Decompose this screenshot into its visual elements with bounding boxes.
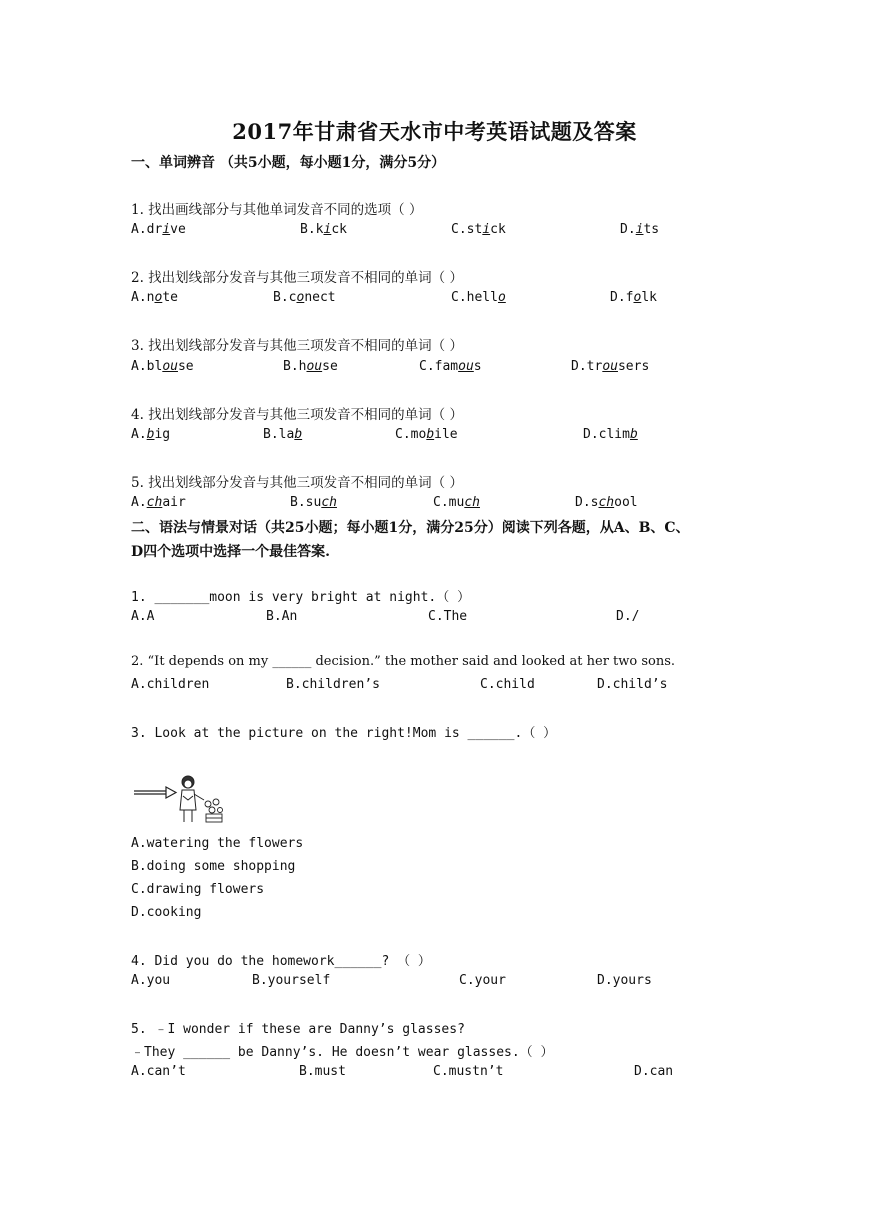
right-arrow-icon [134, 787, 176, 798]
option-c[interactable]: C.stick [451, 222, 506, 237]
question-stem: 2. “It depends on my ______ decision.” the mother said and looked at her two sons. [131, 654, 676, 669]
section-1-heading: 一、单词辨音 （共5小题，每小题1分，满分5分） [131, 155, 446, 171]
section-2-heading: 二、语法与情景对话（共25小题；每小题1分，满分25分）阅读下列各题，从A、B、C、 [131, 520, 690, 536]
option-a[interactable]: A.you [131, 973, 171, 988]
page-title: 2017年甘肃省天水市中考英语试题及答案 [232, 119, 637, 144]
option-d[interactable]: D.school [575, 495, 638, 510]
option-d[interactable]: D.trousers [571, 359, 650, 374]
option-a[interactable]: A.can’t [131, 1064, 186, 1079]
option-c[interactable]: C.famous [419, 359, 482, 374]
question-stem: 5. 找出划线部分发音与其他三项发音不相同的单词（ ） [131, 475, 463, 491]
question-stem: 1. _______moon is very bright at night.（ ） [131, 590, 471, 605]
option-c[interactable]: C.mustn’t [433, 1064, 504, 1079]
option-b[interactable]: B.must [299, 1064, 346, 1079]
option-b[interactable]: B.yourself [252, 973, 331, 988]
option-b[interactable]: B.An [266, 609, 298, 624]
option-d[interactable]: D.climb [583, 427, 638, 442]
section-2-heading-cont: D四个选项中选择一个最佳答案. [131, 544, 331, 560]
option-c[interactable]: C.hello [451, 290, 506, 305]
option-d[interactable]: D.child’s [597, 677, 668, 692]
option-c[interactable]: C.drawing flowers [131, 882, 265, 897]
option-b[interactable]: B.doing some shopping [131, 859, 296, 874]
option-b[interactable]: B.kick [300, 222, 347, 237]
question-stem: 1. 找出画线部分与其他单词发音不同的选项（ ） [131, 202, 423, 218]
option-b[interactable]: B.such [290, 495, 337, 510]
question-stem: 5. ﹣I wonder if these are Danny’s glasses? [131, 1022, 465, 1037]
option-c[interactable]: C.mobile [395, 427, 458, 442]
option-a[interactable]: A.watering the flowers [131, 836, 304, 851]
question-stem: 4. 找出划线部分发音与其他三项发音不相同的单词（ ） [131, 407, 463, 423]
flowers-icon [205, 799, 223, 822]
option-d[interactable]: D.can [634, 1064, 674, 1079]
option-d[interactable]: D./ [616, 609, 640, 624]
option-a[interactable]: A.chair [131, 495, 186, 510]
woman-figure-icon [180, 776, 204, 822]
option-d[interactable]: D.folk [610, 290, 657, 305]
option-a[interactable]: A.blouse [131, 359, 194, 374]
question-stem: 4. Did you do the homework______? （ ） [131, 954, 431, 969]
question-stem: 2. 找出划线部分发音与其他三项发音不相同的单词（ ） [131, 270, 463, 286]
option-d[interactable]: D.its [620, 222, 660, 237]
option-c[interactable]: C.much [433, 495, 480, 510]
question-stem-cont: ﹣They ______ be Danny’s. He doesn’t wear glasses.（ ） [131, 1045, 554, 1060]
option-c[interactable]: C.your [459, 973, 506, 988]
option-a[interactable]: A.big [131, 427, 171, 442]
option-a[interactable]: A.drive [131, 222, 186, 237]
option-a[interactable]: A.A [131, 609, 155, 624]
option-c[interactable]: C.child [480, 677, 535, 692]
mom-watering-flowers-picture [132, 772, 226, 824]
option-b[interactable]: B.house [283, 359, 338, 374]
option-d[interactable]: D.yours [597, 973, 652, 988]
option-b[interactable]: B.children’s [286, 677, 380, 692]
option-b[interactable]: B.conect [273, 290, 336, 305]
question-stem: 3. 找出划线部分发音与其他三项发音不相同的单词（ ） [131, 338, 463, 354]
option-a[interactable]: A.note [131, 290, 178, 305]
question-stem: 3. Look at the picture on the right!Mom is ______.（ ） [131, 726, 557, 741]
option-c[interactable]: C.The [428, 609, 468, 624]
option-d[interactable]: D.cooking [131, 905, 202, 920]
option-a[interactable]: A.children [131, 677, 210, 692]
option-b[interactable]: B.lab [263, 427, 303, 442]
